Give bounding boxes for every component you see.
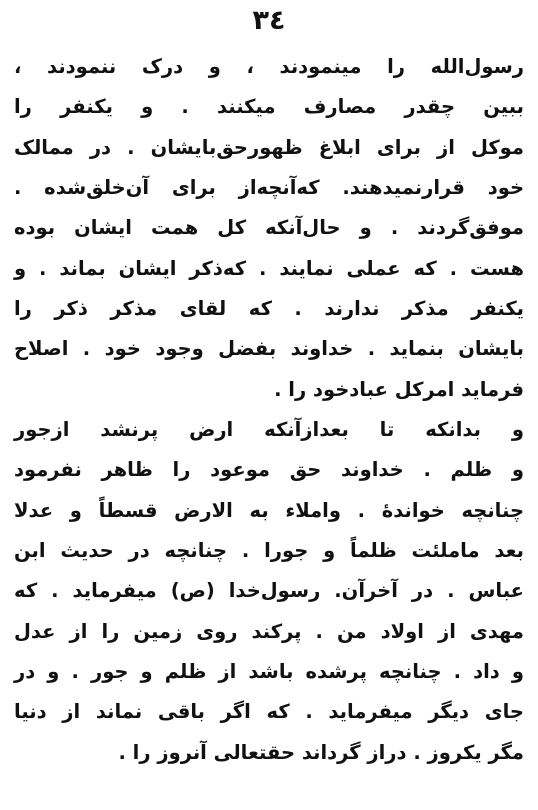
text-line: بایشان بنماید . خداوند بفضل وجود خود . اصلاح <box>14 337 524 361</box>
text-line: و ظلم . خداوند حق موعود را ظاهر نفرمود <box>14 458 524 482</box>
text-line: جای دیگر میفرماید . که اگر باقی نماند از دنیا <box>14 700 524 724</box>
text-line: مگر یکروز . دراز گرداند حقتعالی آنروز را . <box>118 740 524 764</box>
text-line: و داد . چنانچه پرشده باشد از ظلم و جور . و در <box>14 660 524 683</box>
text-line: ببین چقدر مصارف میکنند . و یکنفر را <box>14 95 524 119</box>
text-line: عباس . در آخرآن. رسول‌خدا (ص) میفرماید . که <box>14 579 524 603</box>
text-line: خود قرارنمیدهند. که‌آنچه‌از برای آن‌خلق‌شده . <box>14 176 524 199</box>
text-line: موکل از برای ابلاغ ظهورحق‌بایشان . در ممالک <box>14 135 524 159</box>
page-number: ٣٤ <box>252 5 286 36</box>
text-line: بعد ماملئت ظلماً و جورا . چنانچه در حدیث ابن <box>14 539 524 562</box>
text-line: چنانچه خوانده‌ٔ . واملاء به الارض قسطاً و عدلا <box>14 498 524 522</box>
text-line: موفق‌گردند . و حال‌آنکه کل همت ایشان بوده <box>14 216 524 240</box>
text-line: هست . که عملی نمایند . که‌ذکر ایشان بماند . و <box>14 256 524 280</box>
text-line: مهدی از اولاد من . پرکند روی زمین را از عدل <box>14 619 524 643</box>
text-line: فرماید امرکل عبادخود را . <box>274 377 524 401</box>
text-line: و بدانکه تا بعدازآنکه ارض پرنشد ازجور <box>14 418 524 441</box>
text-line: یکنفر مذکر ندارند . که لقای مذکر ذکر را <box>14 297 524 320</box>
text-line: رسول‌الله را مینمودند ، و درک ننمودند ، <box>14 55 524 78</box>
